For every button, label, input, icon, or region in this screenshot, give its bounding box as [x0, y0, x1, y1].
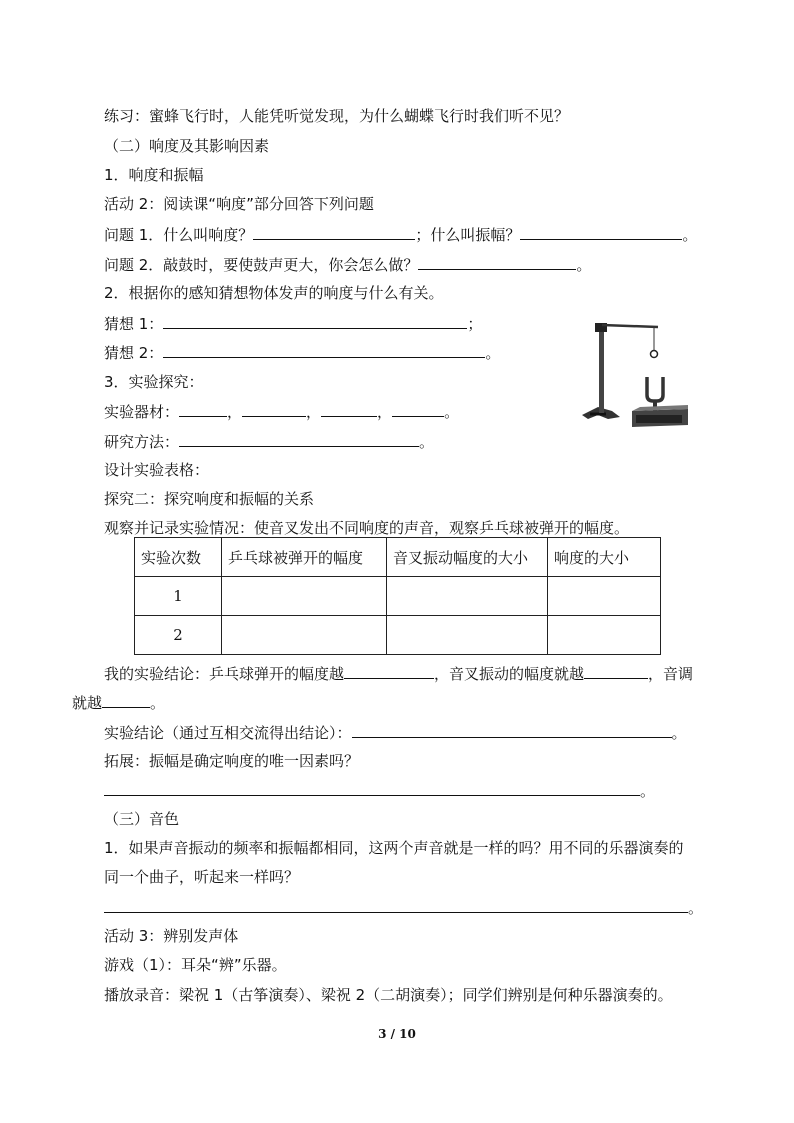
- trial-number: 2: [135, 616, 222, 655]
- guess-2-label: 猜想 2：: [104, 344, 164, 362]
- activity-3-title: 活动 3：辨别发声体: [104, 927, 239, 945]
- experiment-table: [134, 537, 661, 655]
- play-recording: 播放录音：梁祝 1（古筝演奏）、梁祝 2（二胡演奏）；同学们辨别是何种乐器演奏的。: [104, 986, 673, 1004]
- answer-blank[interactable]: [520, 224, 682, 240]
- experiment-heading: 3．实验探究：: [104, 373, 204, 391]
- table-cell[interactable]: [548, 616, 661, 655]
- tuning-fork-pendulum-icon: [580, 315, 690, 430]
- answer-blank[interactable]: [163, 342, 485, 358]
- period: 。: [444, 403, 460, 421]
- guess-1: [104, 313, 482, 334]
- my-conclusion-text-c: ，音调: [648, 665, 694, 683]
- answer-blank[interactable]: [102, 692, 150, 708]
- semicolon: ；: [467, 315, 483, 333]
- answer-blank[interactable]: [242, 401, 306, 417]
- practice-question: 练习：蜜蜂飞行时，人能凭听觉发现，为什么蝴蝶飞行时我们听不见？: [104, 107, 570, 125]
- question-2-text: 问题 2．敲鼓时，要使鼓声更大，你会怎么做？: [104, 256, 419, 274]
- period: 。: [671, 724, 687, 742]
- group-conclusion: [104, 722, 687, 743]
- question-1-text-b: ；什么叫振幅？: [415, 226, 521, 244]
- table-cell[interactable]: [222, 577, 387, 616]
- table-cell[interactable]: [387, 616, 548, 655]
- guess-2: [104, 342, 500, 363]
- period: 。: [576, 256, 592, 274]
- extension-answer: [104, 780, 655, 801]
- table-design-label: 设计实验表格：: [104, 461, 210, 479]
- answer-blank[interactable]: [179, 401, 227, 417]
- method-line: [104, 431, 434, 452]
- guess-prompt: 2．根据你的感知猜想物体发声的响度与什么有关。: [104, 284, 444, 302]
- extension-question: 拓展：振幅是确定响度的唯一因素吗？: [104, 752, 360, 770]
- comma: ，: [306, 403, 322, 421]
- period: 。: [640, 782, 656, 800]
- my-conclusion-text-b: ，音叉振动的幅度就越: [434, 665, 585, 683]
- period: 。: [485, 344, 501, 362]
- answer-blank[interactable]: [104, 897, 688, 913]
- table-header: 实验次数: [135, 538, 222, 577]
- table-cell[interactable]: [387, 577, 548, 616]
- question-1-text: 问题 1．什么叫响度？: [104, 226, 254, 244]
- answer-blank[interactable]: [418, 254, 576, 270]
- page-number: 3 / 10: [378, 1027, 416, 1041]
- my-conclusion: [104, 663, 693, 684]
- timbre-question-1: 1．如果声音振动的频率和振幅都相同，这两个声音就是一样的吗？用不同的乐器演奏的: [104, 839, 684, 857]
- equipment-line: [104, 401, 459, 422]
- table-header-row: [135, 538, 661, 577]
- timbre-question-1-cont: 同一个曲子，听起来一样吗？: [104, 868, 300, 886]
- activity-2-title: 活动 2：阅读课“响度”部分回答下列问题: [104, 195, 374, 213]
- answer-blank[interactable]: [104, 780, 640, 796]
- comma: ，: [377, 403, 393, 421]
- table-row: [135, 577, 661, 616]
- answer-blank[interactable]: [253, 224, 415, 240]
- method-label: 研究方法：: [104, 433, 180, 451]
- comma: ，: [227, 403, 243, 421]
- subheading-loudness-amplitude: 1．响度和振幅: [104, 166, 204, 184]
- period: 。: [688, 899, 704, 917]
- table-header: 响度的大小: [548, 538, 661, 577]
- inquiry-2-title: 探究二：探究响度和振幅的关系: [104, 490, 315, 508]
- group-conclusion-text: 实验结论（通过互相交流得出结论）：: [104, 724, 352, 742]
- question-2: [104, 254, 591, 275]
- my-conclusion-text: 我的实验结论：乒乓球弹开的幅度越: [104, 665, 345, 683]
- game-1: 游戏（1）：耳朵“辨”乐器。: [104, 956, 287, 974]
- answer-blank[interactable]: [352, 722, 672, 738]
- section-heading-timbre: （三）音色: [104, 810, 180, 828]
- answer-blank[interactable]: [321, 401, 377, 417]
- observation-instruction: 观察并记录实验情况：使音叉发出不同响度的声音，观察乒乓球被弹开的幅度。: [104, 519, 630, 537]
- my-conclusion-cont: [72, 692, 165, 713]
- guess-1-label: 猜想 1：: [104, 315, 164, 333]
- period: 。: [419, 433, 435, 451]
- table-header: 乒乓球被弹开的幅度: [222, 538, 387, 577]
- period: 。: [682, 226, 698, 244]
- period: 。: [150, 694, 166, 712]
- answer-blank[interactable]: [584, 663, 648, 679]
- table-header: 音叉振动幅度的大小: [387, 538, 548, 577]
- answer-blank[interactable]: [392, 401, 444, 417]
- table-cell[interactable]: [548, 577, 661, 616]
- table-cell[interactable]: [222, 616, 387, 655]
- answer-blank[interactable]: [163, 313, 467, 329]
- timbre-answer: [104, 897, 703, 918]
- answer-blank[interactable]: [179, 431, 419, 447]
- equipment-label: 实验器材：: [104, 403, 180, 421]
- table-row: [135, 616, 661, 655]
- section-heading-loudness: （二）响度及其影响因素: [104, 137, 270, 155]
- trial-number: 1: [135, 577, 222, 616]
- my-conclusion-text-d: 就越: [72, 694, 103, 712]
- question-1: [104, 224, 697, 245]
- answer-blank[interactable]: [344, 663, 434, 679]
